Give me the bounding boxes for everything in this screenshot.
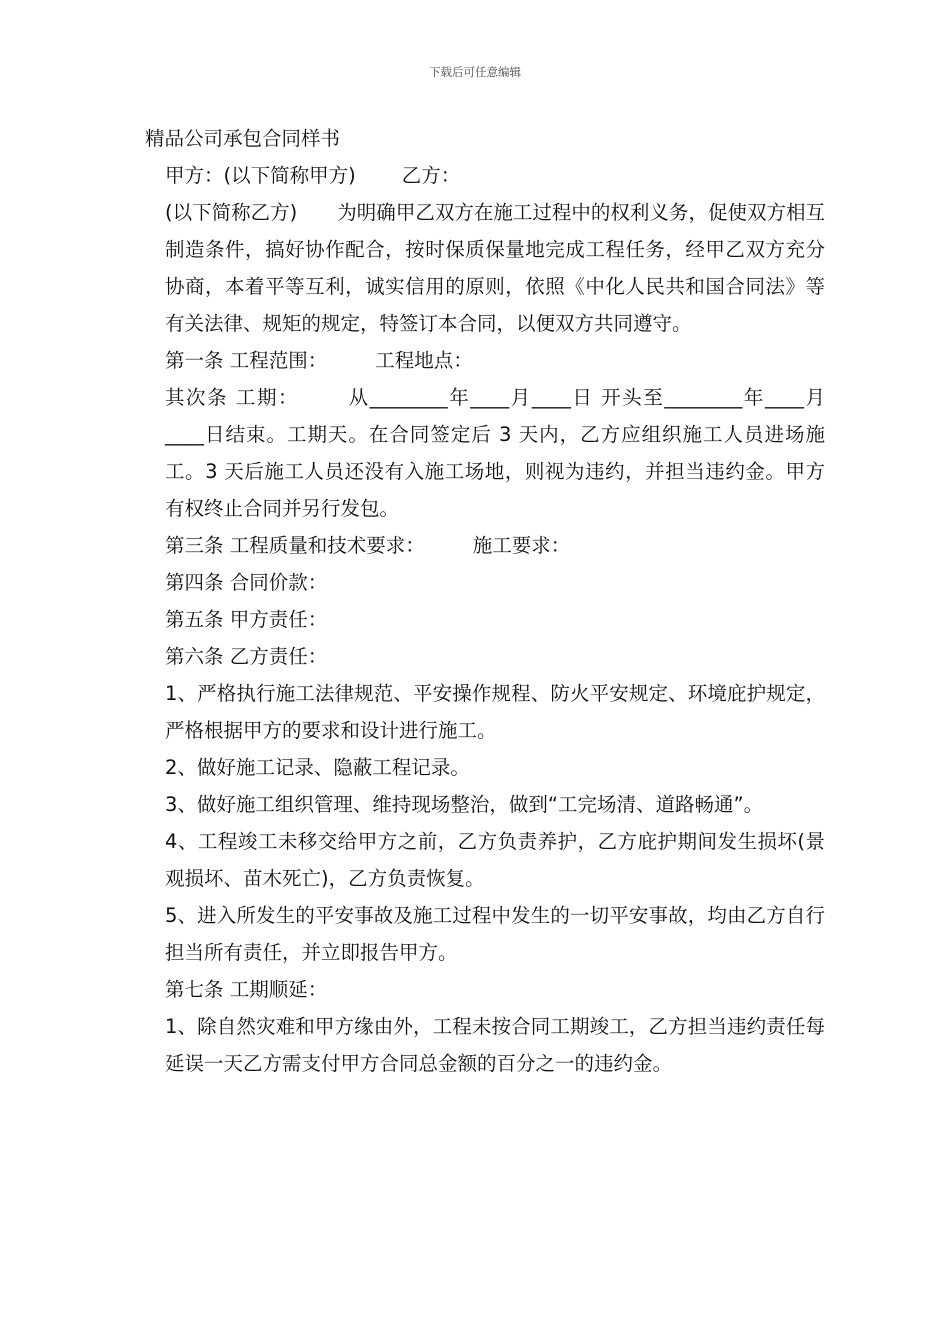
preamble-alias: (以下简称乙方) bbox=[165, 201, 298, 224]
article-3-requirements: 施工要求： bbox=[472, 534, 571, 557]
article-2 bbox=[145, 379, 825, 527]
article-6-item-5: 5、进入所发生的平安事故及施工过程中发生的一切平安事故，均由乙方自行担当所有责任，并立即报告甲方。 bbox=[165, 904, 825, 964]
preamble bbox=[145, 194, 825, 342]
contract-document bbox=[145, 120, 825, 1082]
article-6: 第六条 乙方责任： bbox=[165, 645, 328, 668]
article-6-item-3: 3、做好施工组织管理、维持现场整治，做到“工完场清、道路畅通”。 bbox=[165, 793, 764, 816]
article-1-location: 工程地点： bbox=[375, 349, 473, 372]
article-7-item-1: 1、除自然灾难和甲方缘由外，工程未按合同工期竣工，乙方担当违约责任每延误一天乙方需支付甲方合同总金额的百分之一的违约金。 bbox=[165, 1015, 825, 1075]
article-2-text: 从________年____月____日 开头至________年____月____日结束。工期天。在合同签定后 3 天内，乙方应组织施工人员进场施工。3 天后施工人员还没有入施工场地，则视为违约，并担当违约金。甲方有权终止合同并另行发包。 bbox=[165, 386, 825, 520]
party-line bbox=[145, 157, 825, 194]
article-4: 第四条 合同价款： bbox=[165, 571, 328, 594]
article-7: 第七条 工期顺延： bbox=[165, 978, 328, 1001]
article-6-item-1: 1、严格执行施工法律规范、平安操作规程、防火平安规定、环境庇护规定，严格根据甲方的要求和设计进行施工。 bbox=[165, 682, 825, 742]
article-1 bbox=[145, 342, 825, 379]
party-b: 乙方： bbox=[401, 164, 461, 187]
article-6-item-2: 2、做好施工记录、隐蔽工程记录。 bbox=[165, 756, 470, 779]
document-title: 精品公司承包合同样书 bbox=[145, 127, 341, 150]
article-6-item-4: 4、工程竣工未移交给甲方之前，乙方负责养护，乙方庇护期间发生损坏(景观损坏、苗木死亡)，乙方负责恢复。 bbox=[165, 830, 825, 890]
preamble-text: 为明确甲乙双方在施工过程中的权利义务，促使双方相互制造条件，搞好协作配合，按时保质保量地完成工程任务，经甲乙双方充分协商，本着平等互利，诚实信用的原则，依照《中化人民共和国合同法》等有关法律、规矩的规定，特签订本合同，以便双方共同遵守。 bbox=[165, 201, 825, 335]
article-3 bbox=[145, 527, 825, 564]
article-1-title: 第一条 工程范围： bbox=[165, 349, 328, 372]
article-5: 第五条 甲方责任： bbox=[165, 608, 328, 631]
page-header: 下载后可任意编辑 bbox=[429, 65, 521, 79]
article-2-title: 其次条 工期： bbox=[165, 386, 300, 409]
article-3-title: 第三条 工程质量和技术要求： bbox=[165, 534, 425, 557]
party-a: 甲方：(以下简称甲方) bbox=[165, 164, 356, 187]
